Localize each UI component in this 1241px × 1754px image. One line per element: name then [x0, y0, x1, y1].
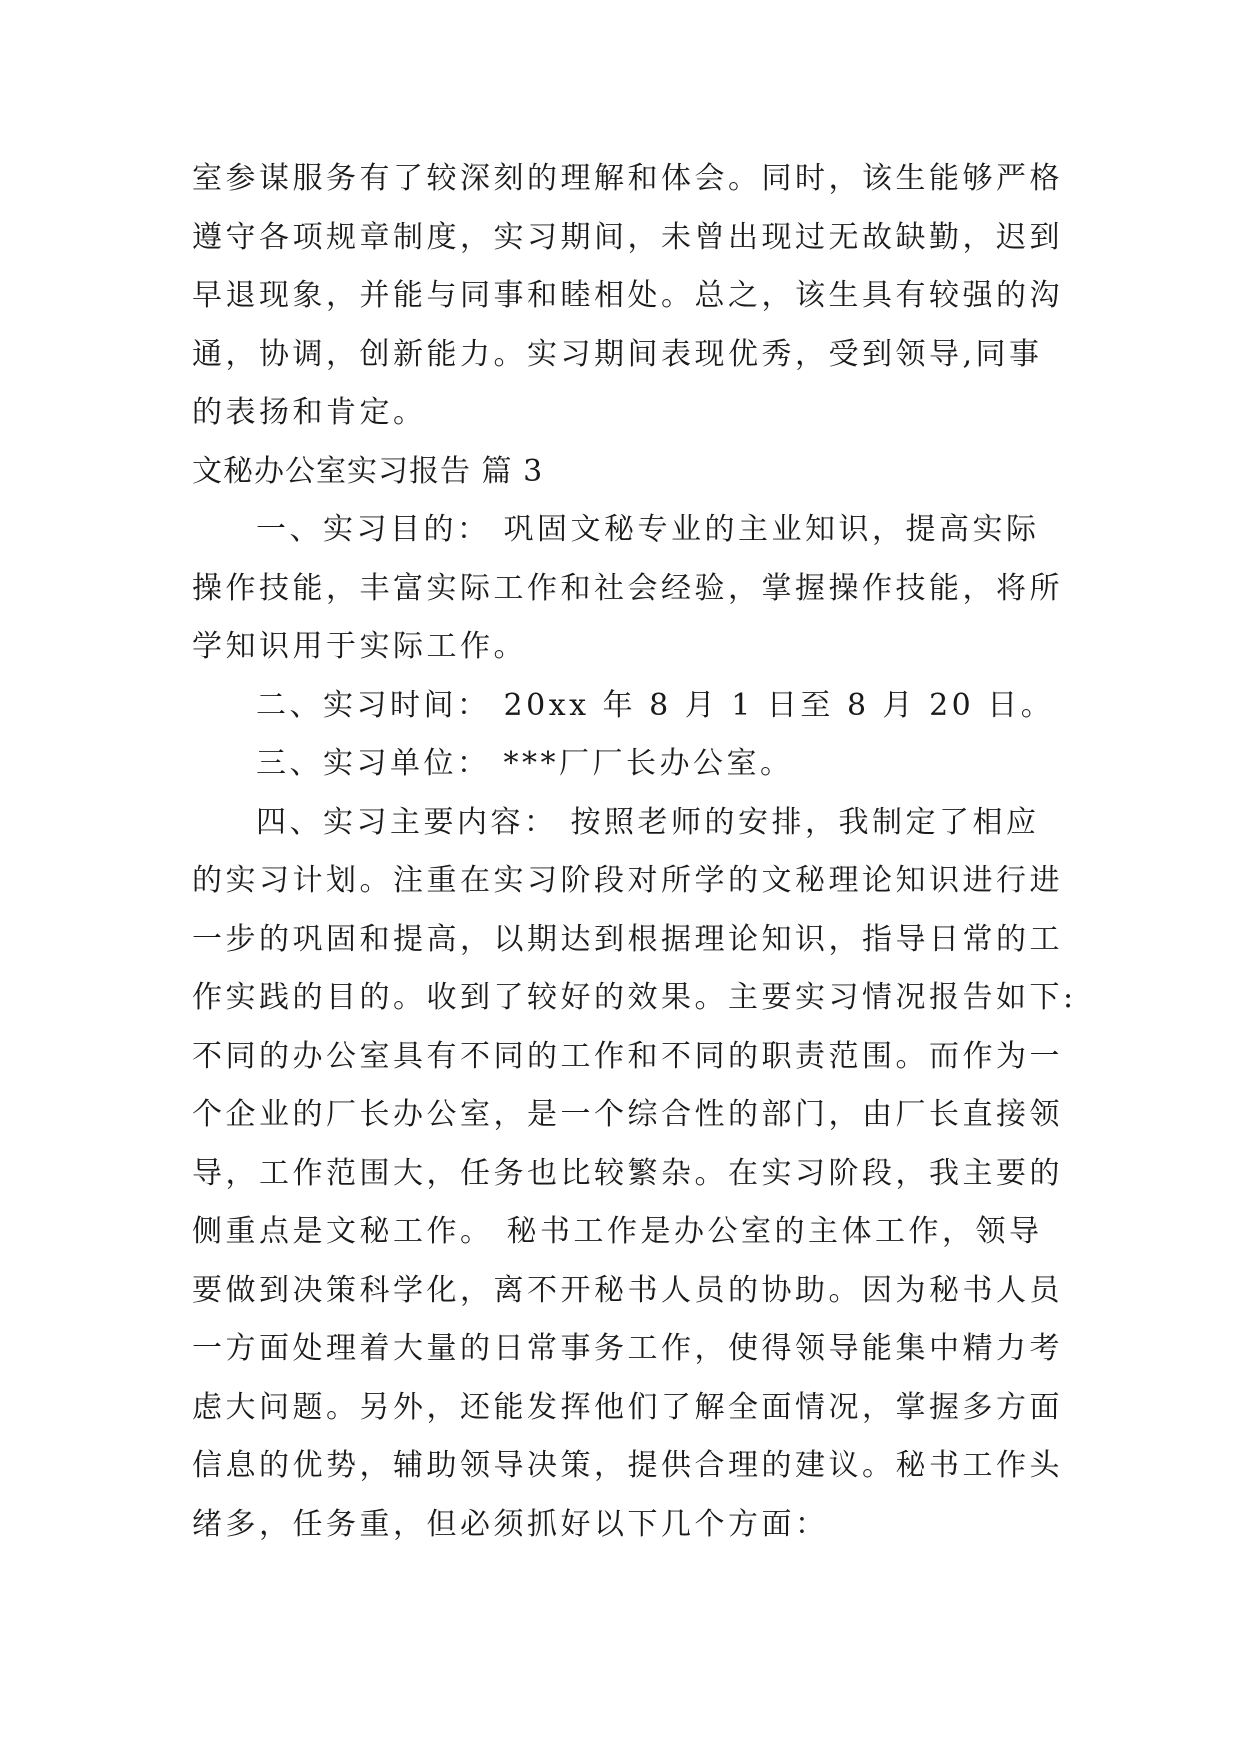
- text-line: 早退现象，并能与同事和睦相处。总之，该生具有较强的沟: [192, 278, 1063, 313]
- text-line: 通，协调，创新能力。实习期间表现优秀，受到领导,同事: [192, 336, 1043, 372]
- text-line: 一方面处理着大量的日常事务工作，使得领导能集中精力考: [192, 1331, 1063, 1366]
- unit-paragraph: [192, 735, 1058, 794]
- content-paragraph: [192, 794, 1077, 1555]
- time-paragraph: [192, 677, 1058, 736]
- document-page: [192, 150, 1077, 1554]
- text-line: 个企业的厂长办公室，是一个综合性的部门，由厂长直接领: [192, 1097, 1063, 1132]
- text-line: 的实习计划。注重在实习阶段对所学的文秘理论知识进行进: [192, 863, 1063, 898]
- text-line: 一步的巩固和提高，以期达到根据理论知识，指导日常的工: [192, 921, 1063, 957]
- section-title: 文秘办公室实习报告 篇 3: [192, 453, 544, 489]
- text-line: 信息的优势，辅助领导决策，提供合理的建议。秘书工作头: [192, 1448, 1063, 1483]
- text-line: 操作技能，丰富实际工作和社会经验，掌握操作技能，将所: [192, 570, 1063, 606]
- text-line: 室参谋服务有了较深刻的理解和体会。同时，该生能够严格: [192, 161, 1063, 196]
- text-line: 不同的办公室具有不同的工作和不同的职责范围。而作为一: [192, 1038, 1063, 1074]
- text-line: 绪多，任务重，但必须抓好以下几个方面：: [192, 1506, 829, 1542]
- text-line: 的表扬和肯定。: [192, 395, 427, 430]
- text-line: 二、实习时间： 20xx 年 8 月 1 日至 8 月 20 日。: [256, 687, 1055, 723]
- text-line: 三、实习单位： ***厂厂长办公室。: [256, 746, 794, 781]
- text-line: 作实践的目的。收到了较好的效果。主要实习情况报告如下:: [192, 980, 1077, 1015]
- text-line: 侧重点是文秘工作。 秘书工作是办公室的主体工作，领导: [192, 1214, 1043, 1249]
- text-line: 要做到决策科学化，离不开秘书人员的协助。因为秘书人员: [192, 1272, 1063, 1308]
- text-line: 四、实习主要内容： 按照老师的安排，我制定了相应: [256, 804, 1040, 840]
- text-line: 学知识用于实际工作。: [192, 629, 527, 664]
- text-line: 导，工作范围大，任务也比较繁杂。在实习阶段，我主要的: [192, 1155, 1063, 1191]
- continuation-paragraph: [192, 150, 1063, 443]
- text-line: 一、实习目的： 巩固文秘专业的主业知识，提高实际: [256, 512, 1040, 547]
- purpose-paragraph: [192, 501, 1063, 677]
- text-line: 虑大问题。另外，还能发挥他们了解全面情况，掌握多方面: [192, 1389, 1063, 1425]
- text-line: 遵守各项规章制度，实习期间，未曾出现过无故缺勤，迟到: [192, 219, 1063, 255]
